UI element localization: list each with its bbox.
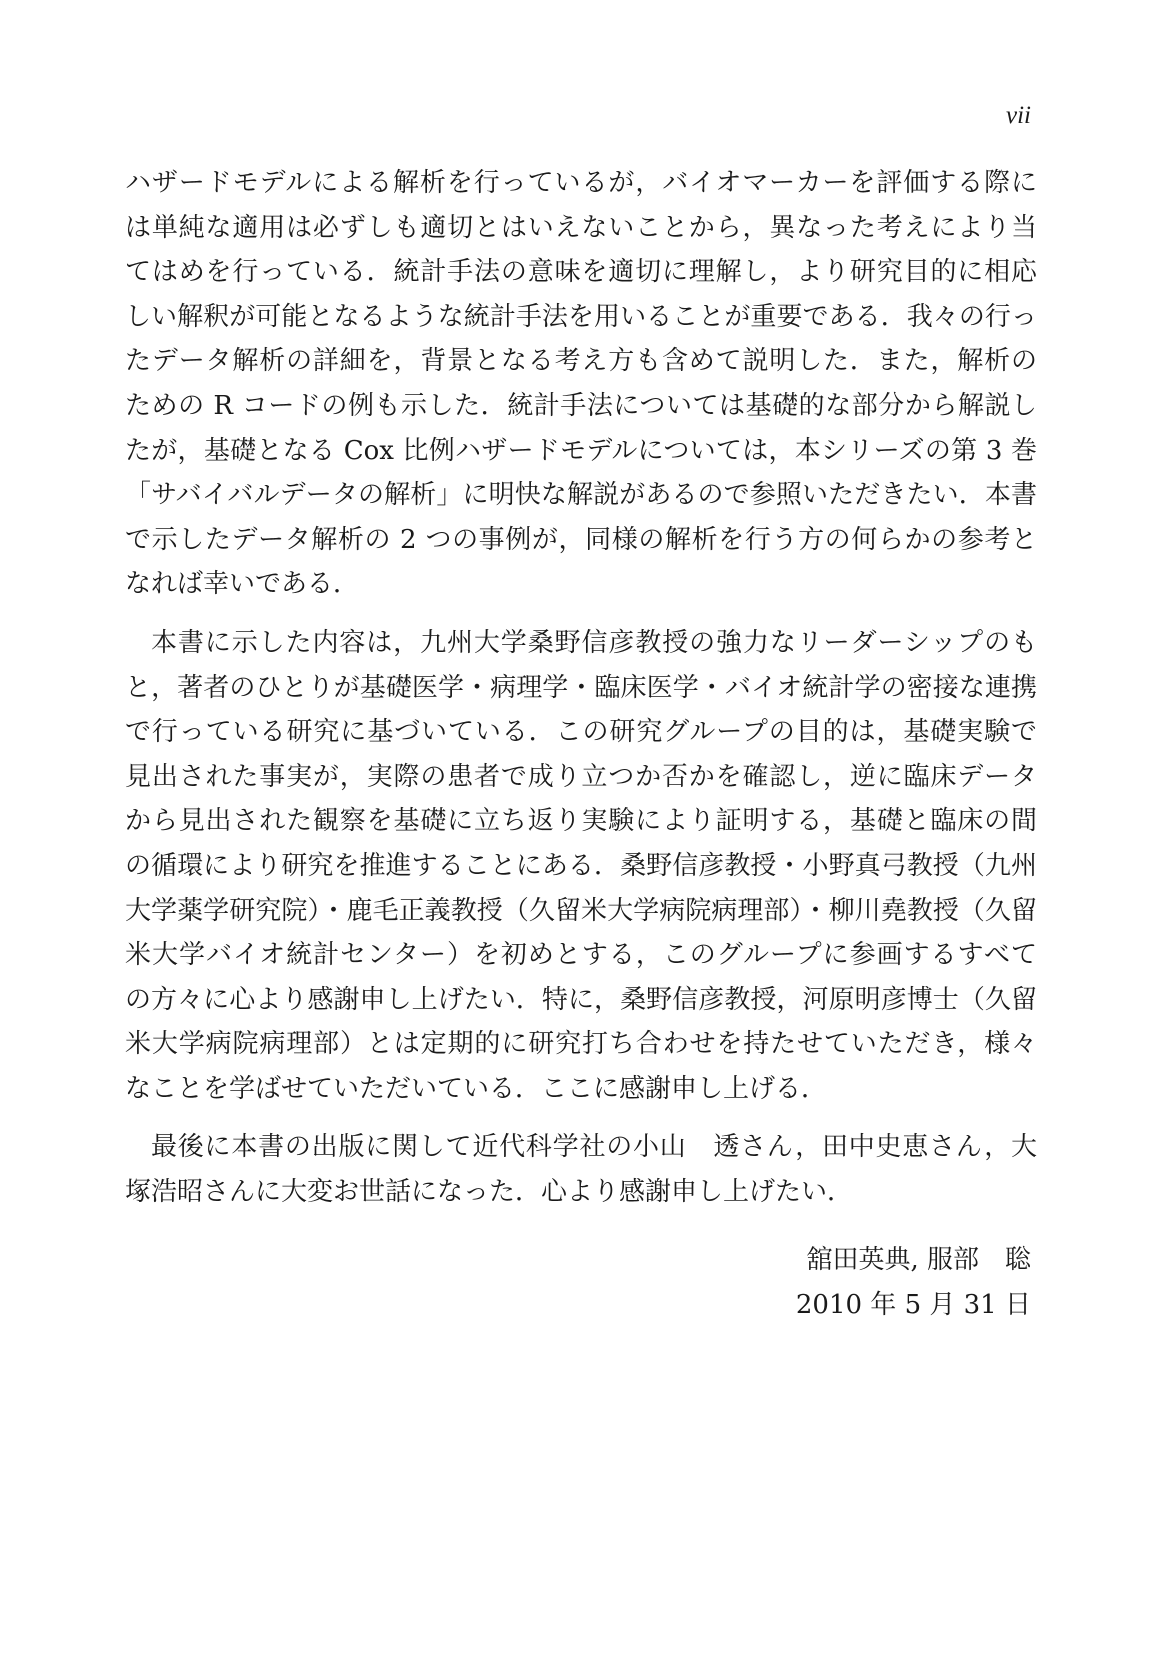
preface-body (125, 161, 1037, 1215)
text-line: 米大学病院病理部）とは定期的に研究打ち合わせを持たせていただき，様々 (125, 1029, 1037, 1060)
text-line: の方々に心より感謝申し上げたい．特に，桑野信彦教授，河原明彦博士（久留 (125, 984, 1037, 1015)
text-line: で行っている研究に基づいている．この研究グループの目的は，基礎実験で (125, 717, 1037, 748)
text-line: から見出された観察を基礎に立ち返り実験により証明する，基礎と臨床の間 (125, 806, 1037, 837)
text-line: たが，基礎となる Cox 比例ハザードモデルについては，本シリーズの第 3 巻 (125, 435, 1037, 466)
text-line: 塚浩昭さんに大変お世話になった．心より感謝申し上げたい． (125, 1177, 854, 1208)
paragraph-gap (125, 1111, 1037, 1125)
text-line: ハザードモデルによる解析を行っているが，バイオマーカーを評価する際に (125, 168, 1037, 198)
paragraph-3 (125, 1125, 1037, 1214)
page-number: vii (1006, 102, 1031, 129)
text-line: 最後に本書の出版に関して近代科学社の小山 透さん，田中史恵さん，大 (151, 1132, 1037, 1163)
text-line: で示したデータ解析の 2 つの事例が，同様の解析を行う方の何らかの参考と (125, 524, 1037, 555)
text-line: 見出された事実が，実際の患者で成り立つか否かを確認し，逆に臨床データ (125, 761, 1037, 792)
text-line: 本書に示した内容は，九州大学桑野信彦教授の強力なリーダーシップのも (151, 627, 1037, 658)
text-line: と，著者のひとりが基礎医学・病理学・臨床医学・バイオ統計学の密接な連携 (125, 672, 1037, 703)
text-line: てはめを行っている．統計手法の意味を適切に理解し，より研究目的に相応 (125, 257, 1037, 288)
text-line: は単純な適用は必ずしも適切とはいえないことから，異なった考えにより当 (125, 212, 1037, 243)
text-line: 米大学バイオ統計センター）を初めとする，このグループに参画するすべて (125, 940, 1037, 971)
text-line: 大学薬学研究院）・鹿毛正義教授（久留米大学病院病理部）・柳川堯教授（久留 (125, 895, 1037, 926)
paragraph-2 (125, 621, 1037, 1112)
text-line: の循環により研究を推進することにある．桑野信彦教授・小野真弓教授（九州 (125, 850, 1037, 881)
text-line: 「サバイバルデータの解析」に明快な解説があるので参照いただきたい．本書 (125, 480, 1037, 511)
text-line: たデータ解析の詳細を，背景となる考え方も含めて説明した．また，解析の (125, 346, 1037, 377)
paragraph-1 (125, 161, 1037, 607)
text-line: なれば幸いである． (125, 569, 360, 600)
text-line: なことを学ばせていただいている．ここに感謝申し上げる． (125, 1073, 828, 1104)
paragraph-gap (125, 607, 1037, 621)
signature-block (796, 1238, 1031, 1328)
text-line: しい解釈が可能となるような統計手法を用いることが重要である．我々の行っ (125, 301, 1037, 332)
signature-date: 2010 年 5 月 31 日 (795, 1290, 1031, 1320)
text-line: ための R コードの例も示した．統計手法については基礎的な部分から解説し (125, 390, 1037, 421)
author-names: 舘田英典, 服部 聡 (806, 1245, 1031, 1275)
